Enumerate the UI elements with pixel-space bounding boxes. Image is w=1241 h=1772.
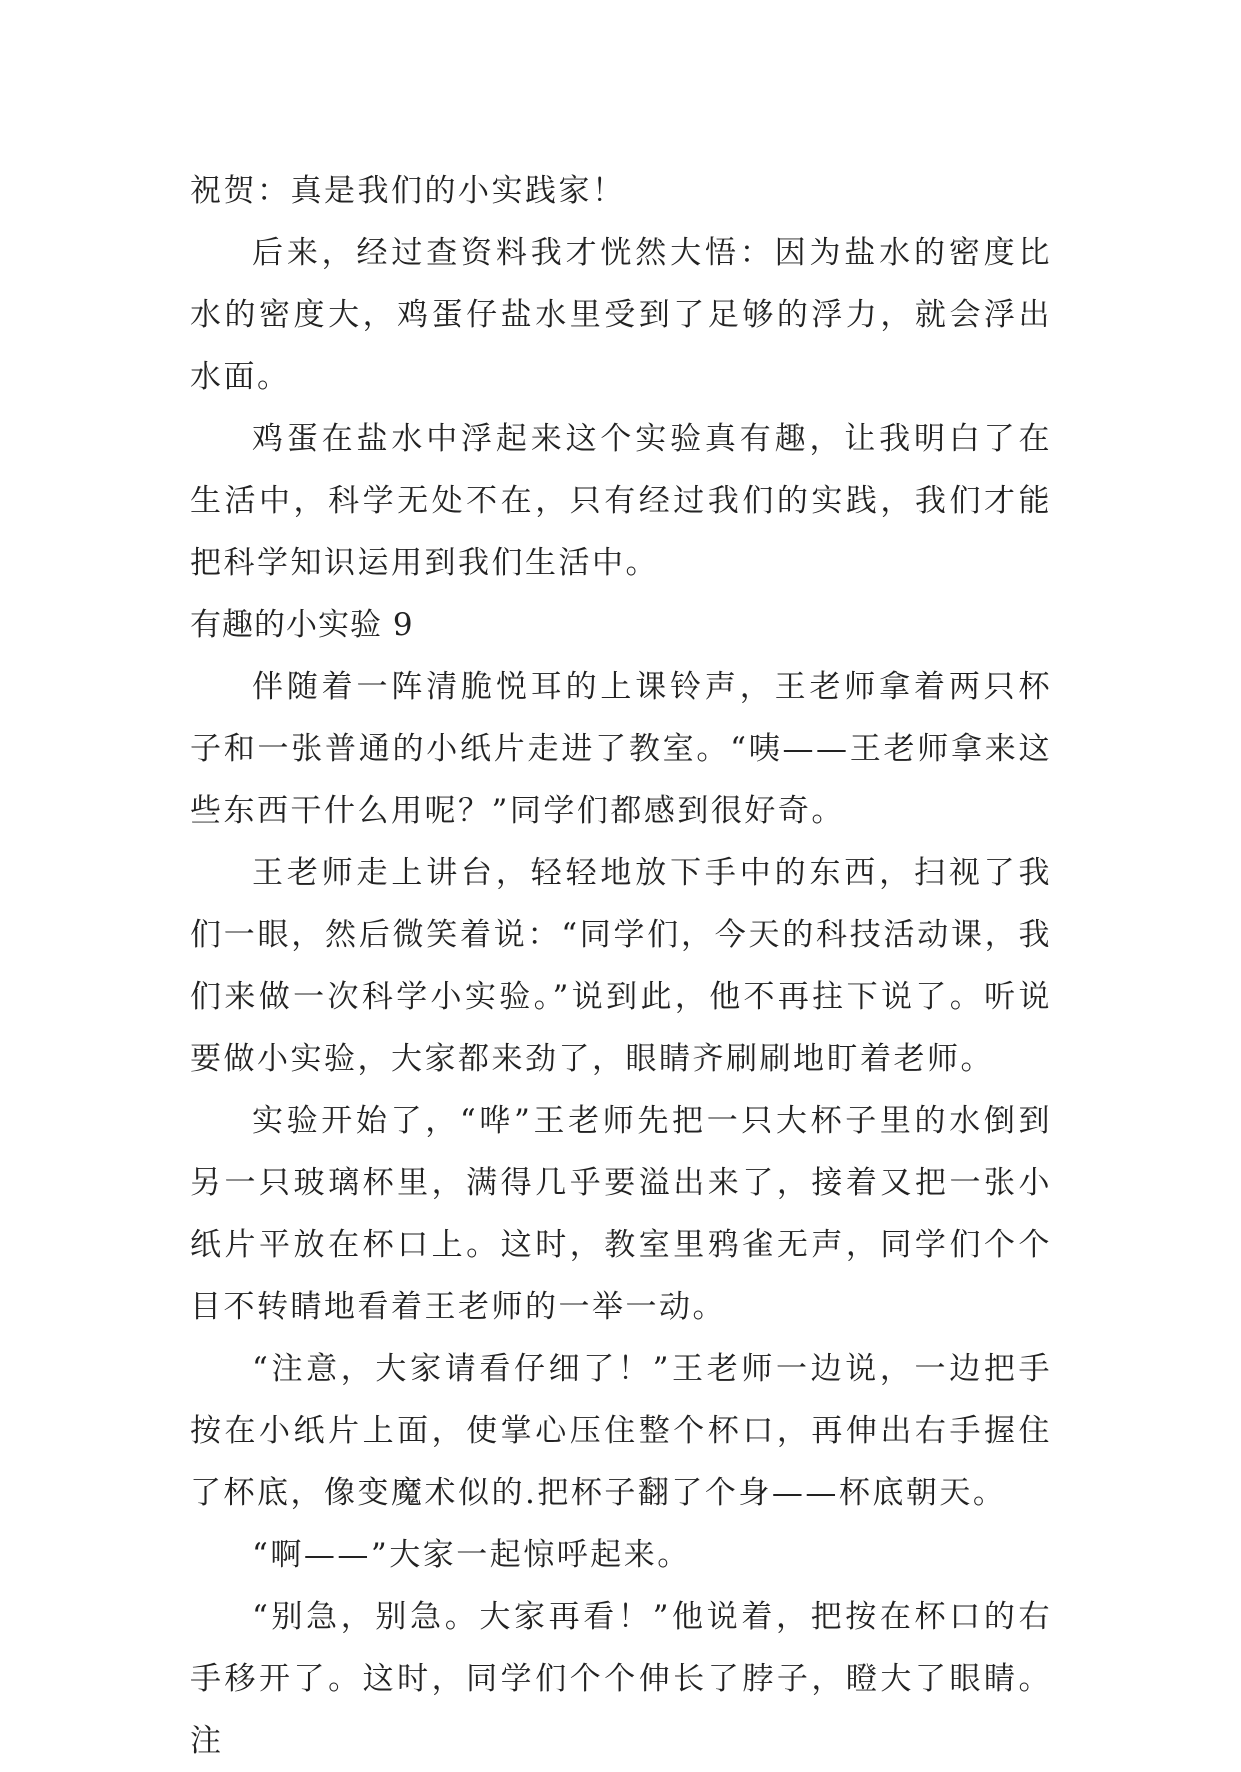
- closing-line: 祝贺：真是我们的小实践家！: [190, 173, 626, 209]
- paragraph-flip-cup: “注意，大家请看仔细了！”王老师一边说，一边把手按在小纸片上面，使掌心压住整个杯口，再伸出右手握住了杯底，像变魔术似的.把杯子翻了个身——杯底朝天。: [190, 1351, 1052, 1511]
- document-body: [190, 160, 1052, 1772]
- paragraph-experiment-start: 实验开始了，“哗”王老师先把一只大杯子里的水倒到另一只玻璃杯里，满得几乎要溢出来了，接着又把一张小纸片平放在杯口上。这时，教室里鸦雀无声，同学们个个目不转睛地看着王老师的一举一动。: [190, 1103, 1052, 1325]
- paragraph-conclusion: 鸡蛋在盐水中浮起来这个实验真有趣，让我明白了在生活中，科学无处不在，只有经过我们的实践，我们才能把科学知识运用到我们生活中。: [190, 421, 1052, 581]
- paragraph-remove-hand: “别急，别急。大家再看！”他说着，把按在杯口的右手移开了。这时，同学们个个伸长了脖子，瞪大了眼睛。注: [190, 1599, 1052, 1759]
- paragraph-intro: 伴随着一阵清脆悦耳的上课铃声，王老师拿着两只杯子和一张普通的小纸片走进了教室。“咦——王老师拿来这些东西干什么用呢？”同学们都感到很好奇。: [190, 669, 1052, 829]
- paragraph-exclaim: “啊——”大家一起惊呼起来。: [252, 1537, 691, 1573]
- paragraph-teacher-speaks: 王老师走上讲台，轻轻地放下手中的东西，扫视了我们一眼，然后微笑着说：“同学们，今天的科技活动课，我们来做一次科学小实验。”说到此，他不再拄下说了。听说要做小实验，大家都来劲了，眼睛齐刷刷地盯着老师。: [190, 855, 1052, 1077]
- section-heading: 有趣的小实验 9: [190, 607, 414, 643]
- paragraph-realization: 后来，经过查资料我才恍然大悟：因为盐水的密度比水的密度大，鸡蛋仔盐水里受到了足够的浮力，就会浮出水面。: [190, 235, 1052, 395]
